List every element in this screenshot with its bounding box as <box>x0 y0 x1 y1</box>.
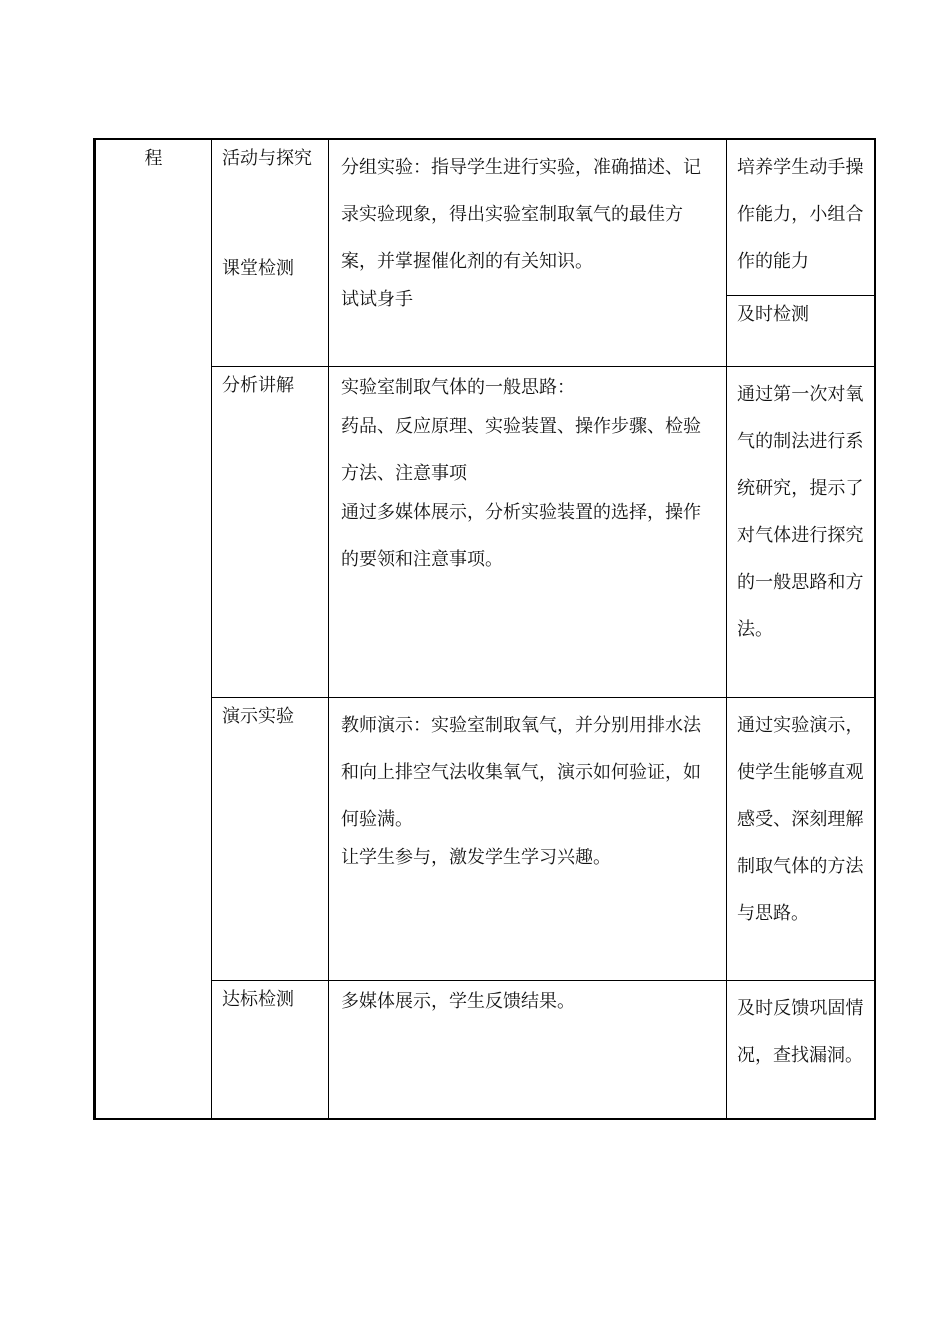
step-cell <box>212 366 329 697</box>
step-label: 分析讲解 <box>222 374 294 396</box>
content-paragraph: 分组实验：指导学生进行实验，准确描述、记录实验现象，得出实验室制取氧气的最佳方案，并掌握催化剂的有关知识。 <box>341 157 701 272</box>
step-label: 活动与探究 <box>222 148 312 169</box>
purpose-text: 及时检测 <box>737 304 809 325</box>
stage-label: 程 <box>144 148 163 169</box>
purpose-text: 通过实验演示，使学生能够直观感受、深刻理解制取气体的方法与思路。 <box>737 714 864 924</box>
step-label: 达标检测 <box>222 988 294 1010</box>
content-paragraph: 试试身手 <box>341 289 413 310</box>
content-paragraph: 实验室制取气体的一般思路： <box>341 376 575 398</box>
content-paragraph: 教师演示：实验室制取氧气，并分别用排水法和向上排空气法收集氧气，演示如何验证，如何验满。 <box>341 714 701 830</box>
purpose-text: 培养学生动手操作能力，小组合作的能力 <box>737 157 864 272</box>
content-paragraph: 药品、反应原理、实验装置、操作步骤、检验方法、注意事项 <box>341 415 701 484</box>
purpose-cell <box>727 980 875 1119</box>
table-row <box>95 366 875 697</box>
step-cell <box>212 697 329 980</box>
step-cell <box>212 139 329 366</box>
purpose-cell <box>727 697 875 980</box>
lesson-plan-table <box>93 138 876 1120</box>
table-row <box>95 139 875 366</box>
step-label: 课堂检测 <box>222 258 294 279</box>
step-cell <box>212 980 329 1119</box>
content-cell <box>329 366 727 697</box>
purpose-text: 通过第一次对氧气的制法进行系统研究，提示了对气体进行探究的一般思路和方法。 <box>737 383 864 640</box>
content-cell <box>329 980 727 1119</box>
table-row <box>95 980 875 1119</box>
content-paragraph: 通过多媒体展示，分析实验装置的选择，操作的要领和注意事项。 <box>341 501 701 570</box>
step-label: 演示实验 <box>222 705 294 727</box>
content-paragraph: 让学生参与，激发学生学习兴趣。 <box>341 846 611 868</box>
purpose-cell <box>727 366 875 697</box>
content-cell <box>329 139 727 366</box>
table-row <box>95 697 875 980</box>
stage-cell <box>95 139 212 1119</box>
content-cell <box>329 697 727 980</box>
content-paragraph: 多媒体展示，学生反馈结果。 <box>341 990 575 1012</box>
purpose-cell <box>727 139 875 366</box>
purpose-text: 及时反馈巩固情况，查找漏洞。 <box>737 997 864 1066</box>
